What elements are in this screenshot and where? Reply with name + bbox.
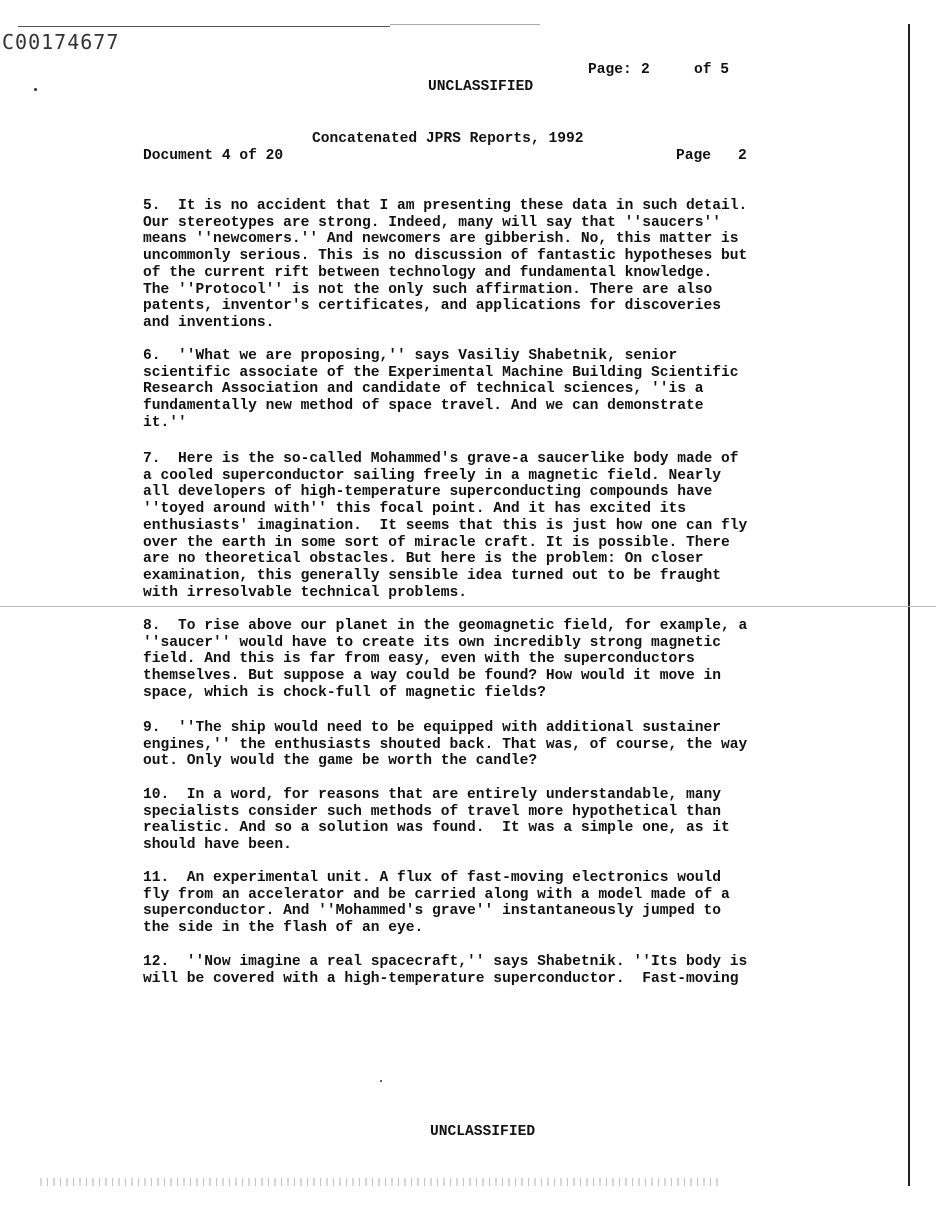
paragraph-9: 9. ''The ship would need to be equipped with additional sustainer engines,'' the enthusiasts shouted back. That was, of course, the way out. Only would the game be worth the candle? [143, 720, 748, 770]
inner-page-label: Page [676, 148, 712, 164]
paragraph-8: 8. To rise above our planet in the geomagnetic field, for example, a ''saucer'' would have to create its own incredibly strong magnetic field. And this is far from easy, even with the superconductors themselves. But suppose a way could be found? How would it move in space, which is chock-full of magnetic fields? [143, 618, 748, 701]
classification-top: UNCLASSIFIED [428, 79, 534, 95]
paragraph-5: 5. It is no accident that I am presenting these data in such detail. Our stereotypes are strong. Indeed, many will say that ''saucers'' means ''newcomers.'' And newcomers are gibberish. No, this matter is uncommonly serious. This is no discussion of fantastic hypotheses but of the current rift between technology and fundamental knowledge. The ''Protocol'' is not the only such affirmation. There are also patents, inventor's certificates, and applications for discoveries and inventions. [143, 198, 748, 331]
top-scan-rule [18, 26, 390, 27]
paragraph-10: 10. In a word, for reasons that are entirely understandable, many specialists consider such methods of travel more hypothetical than realistic. And so a solution was found. It was a simple one, as it should have been. [143, 787, 730, 854]
page-label: Page: [588, 62, 632, 78]
page-total: of 5 [694, 62, 730, 78]
paragraph-11: 11. An experimental unit. A flux of fast-moving electronics would fly from an accelerator and be carried along with a model made of a superconductor. And ''Mohammed's grave'' instantaneously jumped to the side in the flash of an eye. [143, 870, 730, 937]
scan-speck [34, 88, 37, 91]
right-scan-edge [908, 24, 910, 1186]
mid-scan-rule [0, 606, 936, 607]
page-number: 2 [641, 62, 650, 78]
document-id: C00174677 [2, 30, 120, 54]
report-title: Concatenated JPRS Reports, 1992 [312, 131, 584, 147]
bottom-scan-noise [40, 1178, 720, 1186]
document-count: Document 4 of 20 [143, 148, 284, 164]
paragraph-6: 6. ''What we are proposing,'' says Vasiliy Shabetnik, senior scientific associate of the Experimental Machine Building Scientific Research Association and candidate of technical sciences, ''is a fundamentally new method of space travel. And we can demonstrate it.'' [143, 348, 739, 431]
inner-page-number: 2 [738, 148, 747, 164]
scan-speck [380, 1080, 382, 1082]
paragraph-7: 7. Here is the so-called Mohammed's grave-a saucerlike body made of a cooled superconductor sailing freely in a magnetic field. Nearly all developers of high-temperature superconducting compounds have ''toyed around with'' this focal point. And it has excited its enthusiasts' imagination. It seems that this is just how one can fly over the earth in some sort of miracle craft. It is possible. There are no theoretical obstacles. But here is the problem: On closer examination, this generally sensible idea turned out to be fraught with irresolvable technical problems. [143, 451, 748, 601]
classification-bottom: UNCLASSIFIED [430, 1124, 536, 1140]
paragraph-12: 12. ''Now imagine a real spacecraft,'' says Shabetnik. ''Its body is will be covered with a high-temperature superconductor. Fast-moving [143, 954, 748, 987]
top-scan-rule-faint [390, 24, 540, 25]
